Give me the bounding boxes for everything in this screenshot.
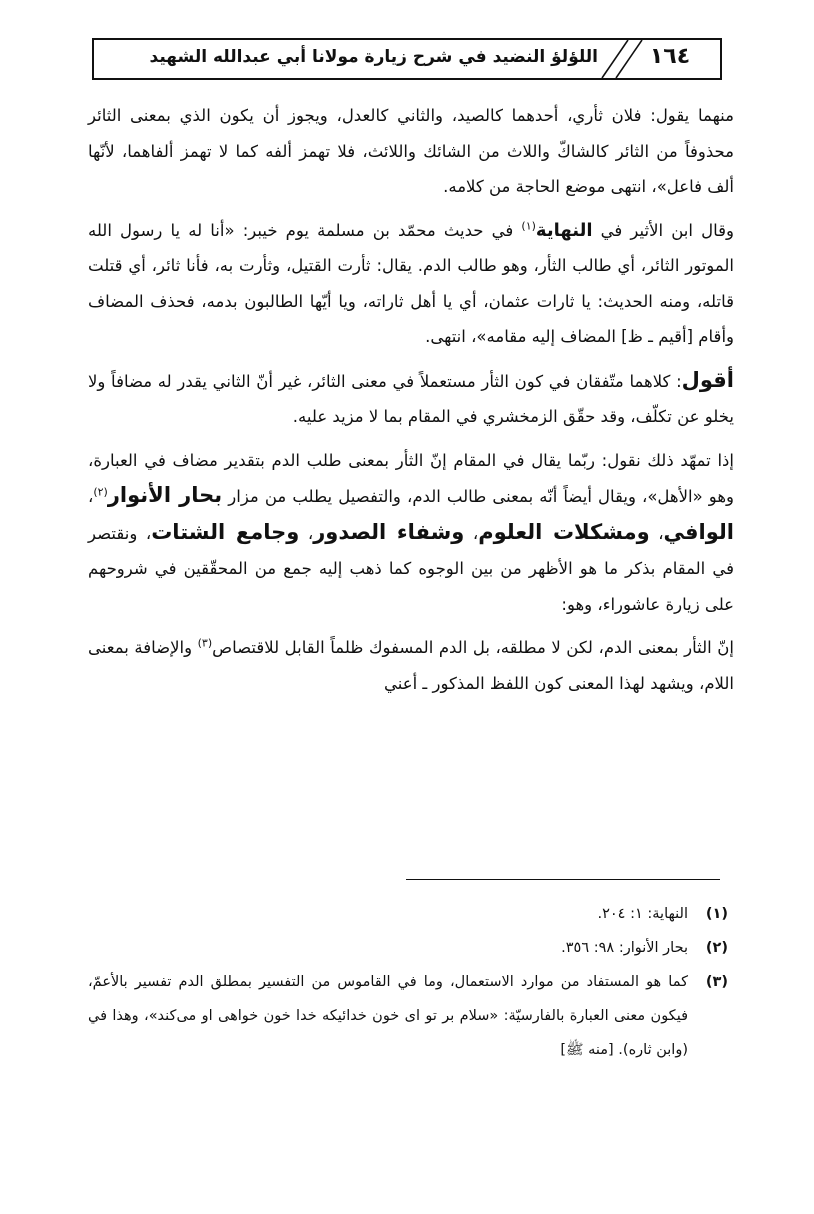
- header-divider-line: [602, 40, 628, 78]
- paragraph: [88, 363, 734, 435]
- book-title-bold: الوافي: [663, 519, 734, 544]
- text: إنّ الثأر بمعنى الدم، لكن لا مطلقه، بل الدم المسفوك ظلماً القابل للاقتصاص: [212, 638, 734, 657]
- footnote-text: كما هو المستفاد من موارد الاستعمال، وما في القاموس من التفسير بمطلق الدم تفسير بالأعمّ، فيكون معنى العبارة بالفارسيّة: «سلام بر تو اى خون خدائيكه خدا خون خواهى او مى‌كند»، وهذا في (وابن ثاره). [منه ﷺ]: [88, 974, 688, 1058]
- footnote: [88, 931, 728, 965]
- main-text: [88, 98, 734, 709]
- text: إذا تمهّد ذلك نقول: ربّما يقال في المقام إنّ الثأر بمعنى طلب الدم بتقدير مضاف في العبارة، وهو «الأهل»، ويقال أيضاً أنّه بمعنى طالب الدم، والتفصيل يطلب من مزار: [88, 450, 734, 506]
- book-title-bold: وجامع الشتات: [151, 519, 300, 544]
- footnote-ref: (٣): [197, 636, 213, 650]
- book-title-bold: بحار الأنوار: [107, 483, 223, 507]
- text: : كلاهما متّفقان في كون الثأر مستعملاً في معنى الثائر، غير أنّ الثاني يقدر له مضافاً ولا يخلو عن تكلّف، وقد حقّق الزمخشري في المقام بما لا مزيد عليه.: [88, 371, 734, 426]
- paragraph: [88, 630, 734, 701]
- paragraph: [88, 213, 734, 355]
- footnote-separator: [406, 879, 720, 880]
- text: ،: [299, 523, 314, 543]
- page-number: ١٦٤: [649, 44, 691, 69]
- paragraph: [88, 443, 734, 623]
- heading-word-bold: أقول: [681, 367, 734, 392]
- text: ،: [88, 487, 94, 506]
- footnote-number: (٢): [705, 940, 728, 956]
- text: والإضافة بمعنى اللام، ويشهد لهذا المعنى كون اللفظ المذكور ـ أعني: [88, 638, 734, 693]
- footnote-ref: (١): [521, 219, 536, 232]
- page-header: [92, 38, 722, 80]
- text: في حديث محمّد بن مسلمة يوم خيبر: «أنا له يا رسول الله الموتور الثائر، أي طالب الثأر، وهو طالب الدم. يقال: ثأرت القتيل، وثأرت به، فأنا ثائر، أي قتلت قاتله، ومنه الحديث: يا ثارات عثمان، أي يا أهل ثاراته، ويا أيّها الطالبون بدمه، فحذف المضاف وأقام [أقيم ـ ظ] المضاف إليه مقامه»، انتهى.: [88, 220, 734, 346]
- footnote-text: بحار الأنوار: ٩٨: ٣٥٦.: [561, 940, 688, 956]
- footnotes: [88, 897, 728, 1067]
- footnote-number: (٣): [705, 974, 728, 990]
- paragraph: منهما يقول: فلان ثأري، أحدهما كالصيد، والثاني كالعدل، ويجوز أن يكون الذي بمعنى الثائر محذوفاً من الثائر كالشاكّ واللاث من الشائك واللائث، فلا تهمز ألفه كما لا تهمز ألفاهما، لأنّها ألف فاعل»، انتهى موضع الحاجة من كلامه.: [88, 106, 734, 196]
- footnote-number: (١): [705, 906, 728, 922]
- footnote-ref: (٢): [93, 485, 108, 499]
- text: ،: [464, 523, 479, 543]
- footnote: [88, 965, 728, 1067]
- text: ،: [649, 523, 664, 543]
- book-title-bold: النهاية: [535, 219, 593, 241]
- book-title-bold: وشفاء الصدور: [313, 519, 465, 544]
- footnote-text: النهاية: ١: ٢٠٤.: [597, 906, 688, 922]
- text: ، ونقتصر في المقام بذكر ما هو الأظهر من بين الوجوه كما ذهب إليه جمع من المحقّقين في شروحهم على زيارة عاشوراء، وهو:: [88, 523, 734, 614]
- book-title-bold: ومشكلات العلوم: [478, 519, 650, 544]
- text: وقال ابن الأثير في: [592, 220, 734, 240]
- footnote: [88, 897, 728, 931]
- running-title: اللؤلؤ النضيد في شرح زيارة مولانا أبي عبدالله الشهيد: [149, 47, 598, 67]
